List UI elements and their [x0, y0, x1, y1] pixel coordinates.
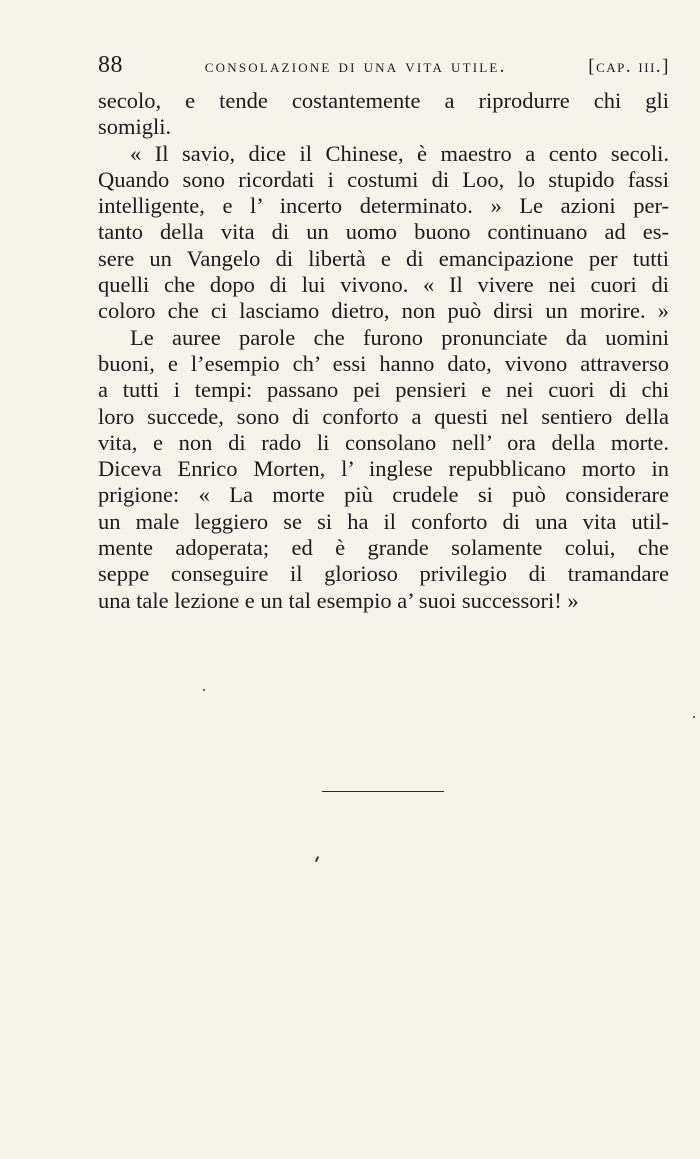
paragraph	[98, 141, 669, 325]
end-rule	[322, 791, 444, 792]
text-line: somigli.	[98, 114, 172, 140]
ink-speck	[203, 689, 205, 691]
text-line: loro succede, sono di conforto a questi nel sentiero della	[98, 403, 669, 429]
running-head-title: consolazione di una vita utile.	[204, 56, 507, 77]
paragraph	[98, 325, 669, 614]
text-line: Diceva Enrico Morten, l’ inglese repubblicano morto in	[98, 456, 669, 482]
text-line: buoni, e l’esempio ch’ essi hanno dato, vivono attraverso	[98, 350, 669, 376]
ink-speck	[315, 856, 319, 862]
text-line: intelligente, e l’ incerto determinato. » Le azioni per-	[98, 193, 669, 219]
text-line: sere un Vangelo di libertà e di emancipazione per tutti	[98, 245, 669, 271]
text-line: quelli che dopo di lui vivono. « Il vivere nei cuori di	[98, 272, 669, 298]
text-line: prigione: « La morte più crudele si può considerare	[98, 482, 669, 508]
text-line: un male leggiero se si ha il conforto di una vita util-	[98, 508, 669, 534]
text-line: a tutti i tempi: passano pei pensieri e nei cuori di chi	[98, 377, 669, 403]
chapter-marker: [cap. iii.]	[588, 56, 670, 77]
text-line: Quando sono ricordati i costumi di Loo, lo stupido fassi	[98, 166, 669, 192]
text-line: secolo, e tende costantemente a riprodurre chi gli	[98, 88, 669, 113]
paragraph	[98, 88, 669, 141]
text-line: tanto della vita di un uomo buono continuano ad es-	[98, 219, 669, 245]
ink-speck	[693, 716, 695, 718]
text-line: vita, e non di rado li consolano nell’ ora della morte.	[98, 429, 669, 455]
text-line: una tale lezione e un tal esempio a’ suoi successori! »	[98, 587, 579, 613]
text-line: coloro che ci lasciamo dietro, non può dirsi un morire. »	[98, 298, 669, 324]
text-line: seppe conseguire il glorioso privilegio di tramandare	[98, 561, 669, 587]
running-head	[98, 52, 670, 82]
body-text	[98, 88, 669, 614]
text-line: mente adoperata; ed è grande solamente colui, che	[98, 535, 669, 561]
page-number: 88	[98, 52, 123, 78]
text-line: « Il savio, dice il Chinese, è maestro a cento secoli.	[130, 140, 669, 166]
text-line: Le auree parole che furono pronunciate da uomini	[130, 324, 669, 350]
